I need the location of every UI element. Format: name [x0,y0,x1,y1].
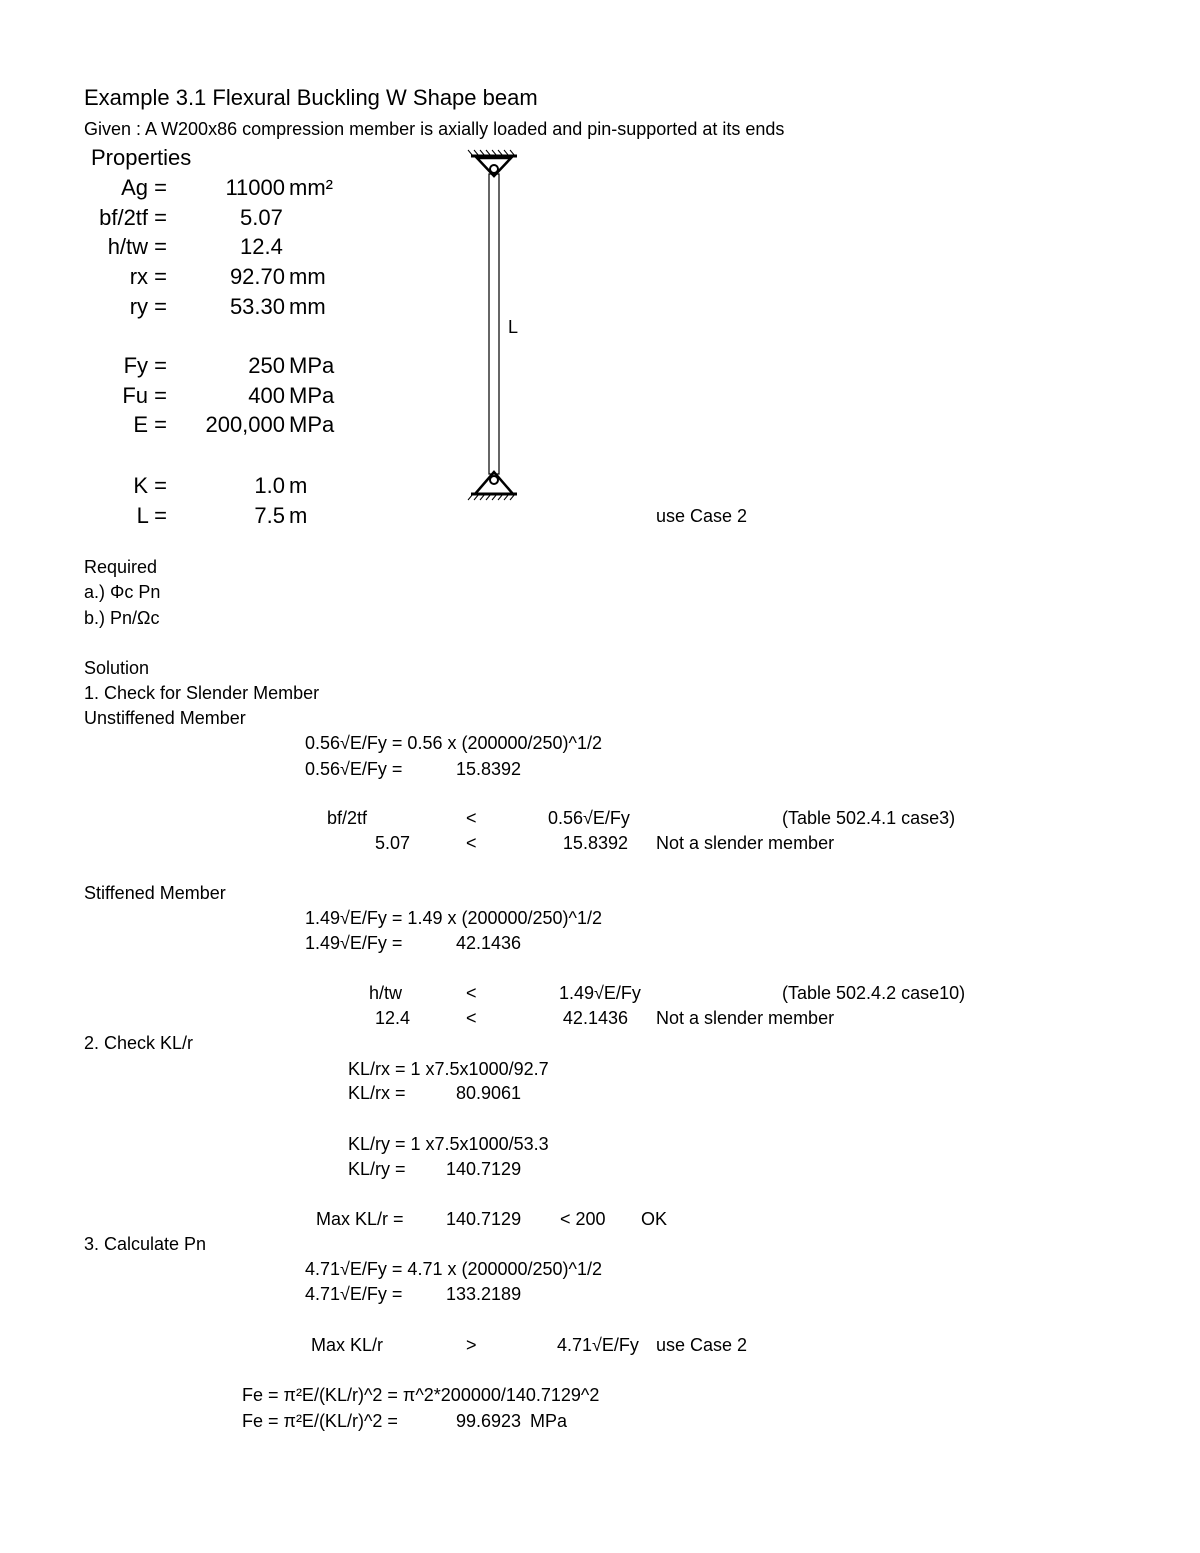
prop-value: 5.07 [240,205,283,230]
prop-unit: m [289,473,308,498]
prop-value: 7.5 [254,503,285,528]
given-statement: Given : A W200x86 compression member is axially loaded and pin-supported at its ends [84,119,785,139]
unstiffened-heading: Unstiffened Member [84,708,246,728]
unstiffened-compare-op: < [466,808,477,828]
required-heading: Required [84,557,158,577]
step3-compare-left: Max KL/r [311,1335,384,1355]
unstiffened-value-op: < [466,833,477,853]
stiffened-value-op: < [466,1008,477,1028]
prop-label: E = [133,412,167,437]
prop-label: Fu = [122,383,167,408]
required-item-b: b.) Pn/Ωc [84,608,160,628]
prop-label: L = [136,503,167,528]
unstiffened-table-ref: (Table 502.4.1 case3) [782,808,956,828]
stiffened-limit-label: 1.49√E/Fy = [305,933,403,953]
unstiffened-value-right: 15.8392 [562,833,628,853]
unstiffened-equation: 0.56√E/Fy = 0.56 x (200000/250)^1/2 [305,733,603,753]
prop-label: K = [133,473,167,498]
step3-compare-right: 4.71√E/Fy [557,1335,639,1355]
stiffened-table-ref: (Table 502.4.2 case10) [782,983,966,1003]
klrx-equation: KL/rx = 1 x7.5x1000/92.7 [348,1059,549,1079]
prop-label: rx = [129,264,167,289]
column-member [489,174,499,474]
step3-equation: 4.71√E/Fy = 4.71 x (200000/250)^1/2 [305,1259,603,1279]
stiffened-compare-op: < [466,983,477,1003]
stiffened-result: Not a slender member [656,1008,835,1028]
prop-unit: MPa [289,383,335,408]
klrx-label: KL/rx = [348,1083,406,1103]
top-pin-circle [490,165,498,173]
step2-heading: 2. Check KL/r [84,1033,194,1053]
properties-heading: Properties [91,145,192,170]
prop-value: 53.30 [229,294,285,319]
stiffened-equation: 1.49√E/Fy = 1.49 x (200000/250)^1/2 [305,908,603,928]
unstiffened-result: Not a slender member [656,833,835,853]
prop-value: 200,000 [205,412,285,437]
column-length-label: L [508,317,519,337]
max-klr-ok: OK [641,1209,668,1229]
max-klr-label: Max KL/r = [316,1209,404,1229]
stiffened-limit-value: 42.1436 [456,933,522,953]
unstiffened-value-left: 5.07 [374,833,410,853]
step1-heading: 1. Check for Slender Member [84,683,320,703]
prop-value: 400 [248,383,285,408]
stiffened-value-left: 12.4 [374,1008,410,1028]
prop-label: Ag = [121,175,167,200]
step3-limit-value: 133.2189 [446,1284,522,1304]
step3-case-note: use Case 2 [656,1335,748,1355]
fe-value: 99.6923 [456,1411,522,1431]
solution-heading: Solution [84,658,150,678]
step3-limit-label: 4.71√E/Fy = [305,1284,403,1304]
prop-unit: mm [289,294,326,319]
stiffened-heading: Stiffened Member [84,883,226,903]
prop-label: bf/2tf = [99,205,167,230]
stiffened-compare-left: h/tw [369,983,403,1003]
stiffened-compare-right: 1.49√E/Fy [559,983,641,1003]
prop-unit: mm [289,264,326,289]
prop-label: Fy = [123,353,167,378]
unstiffened-compare-right: 0.56√E/Fy [548,808,630,828]
stiffened-value-right: 42.1436 [562,1008,628,1028]
prop-unit: MPa [289,412,335,437]
klry-value: 140.7129 [446,1159,522,1179]
fe-unit: MPa [530,1411,568,1431]
step3-compare-op: > [466,1335,477,1355]
unstiffened-compare-left: bf/2tf [327,808,368,828]
unstiffened-limit-value: 15.8392 [456,759,522,779]
required-item-a: a.) Φc Pn [84,582,161,602]
prop-unit: mm² [289,175,333,200]
fe-equation: Fe = π²E/(KL/r)^2 = π^2*200000/140.7129^2 [242,1385,600,1405]
step3-heading: 3. Calculate Pn [84,1234,207,1254]
prop-value: 250 [248,353,285,378]
prop-unit: m [289,503,308,528]
prop-unit: MPa [289,353,335,378]
max-klr-limit: < 200 [560,1209,606,1229]
klrx-value: 80.9061 [456,1083,522,1103]
klry-label: KL/ry = [348,1159,406,1179]
max-klr-value: 140.7129 [446,1209,522,1229]
prop-label: h/tw = [107,234,167,259]
bottom-pin-circle [490,476,498,484]
prop-value: 1.0 [254,473,285,498]
page-title: Example 3.1 Flexural Buckling W Shape beam [84,85,538,110]
prop-value: 12.4 [240,234,283,259]
case-note: use Case 2 [656,506,748,526]
klry-equation: KL/ry = 1 x7.5x1000/53.3 [348,1134,549,1154]
prop-value: 11000 [225,175,285,200]
unstiffened-limit-label: 0.56√E/Fy = [305,759,403,779]
prop-label: ry = [129,294,167,319]
prop-value: 92.70 [229,264,285,289]
fe-label: Fe = π²E/(KL/r)^2 = [242,1411,398,1431]
